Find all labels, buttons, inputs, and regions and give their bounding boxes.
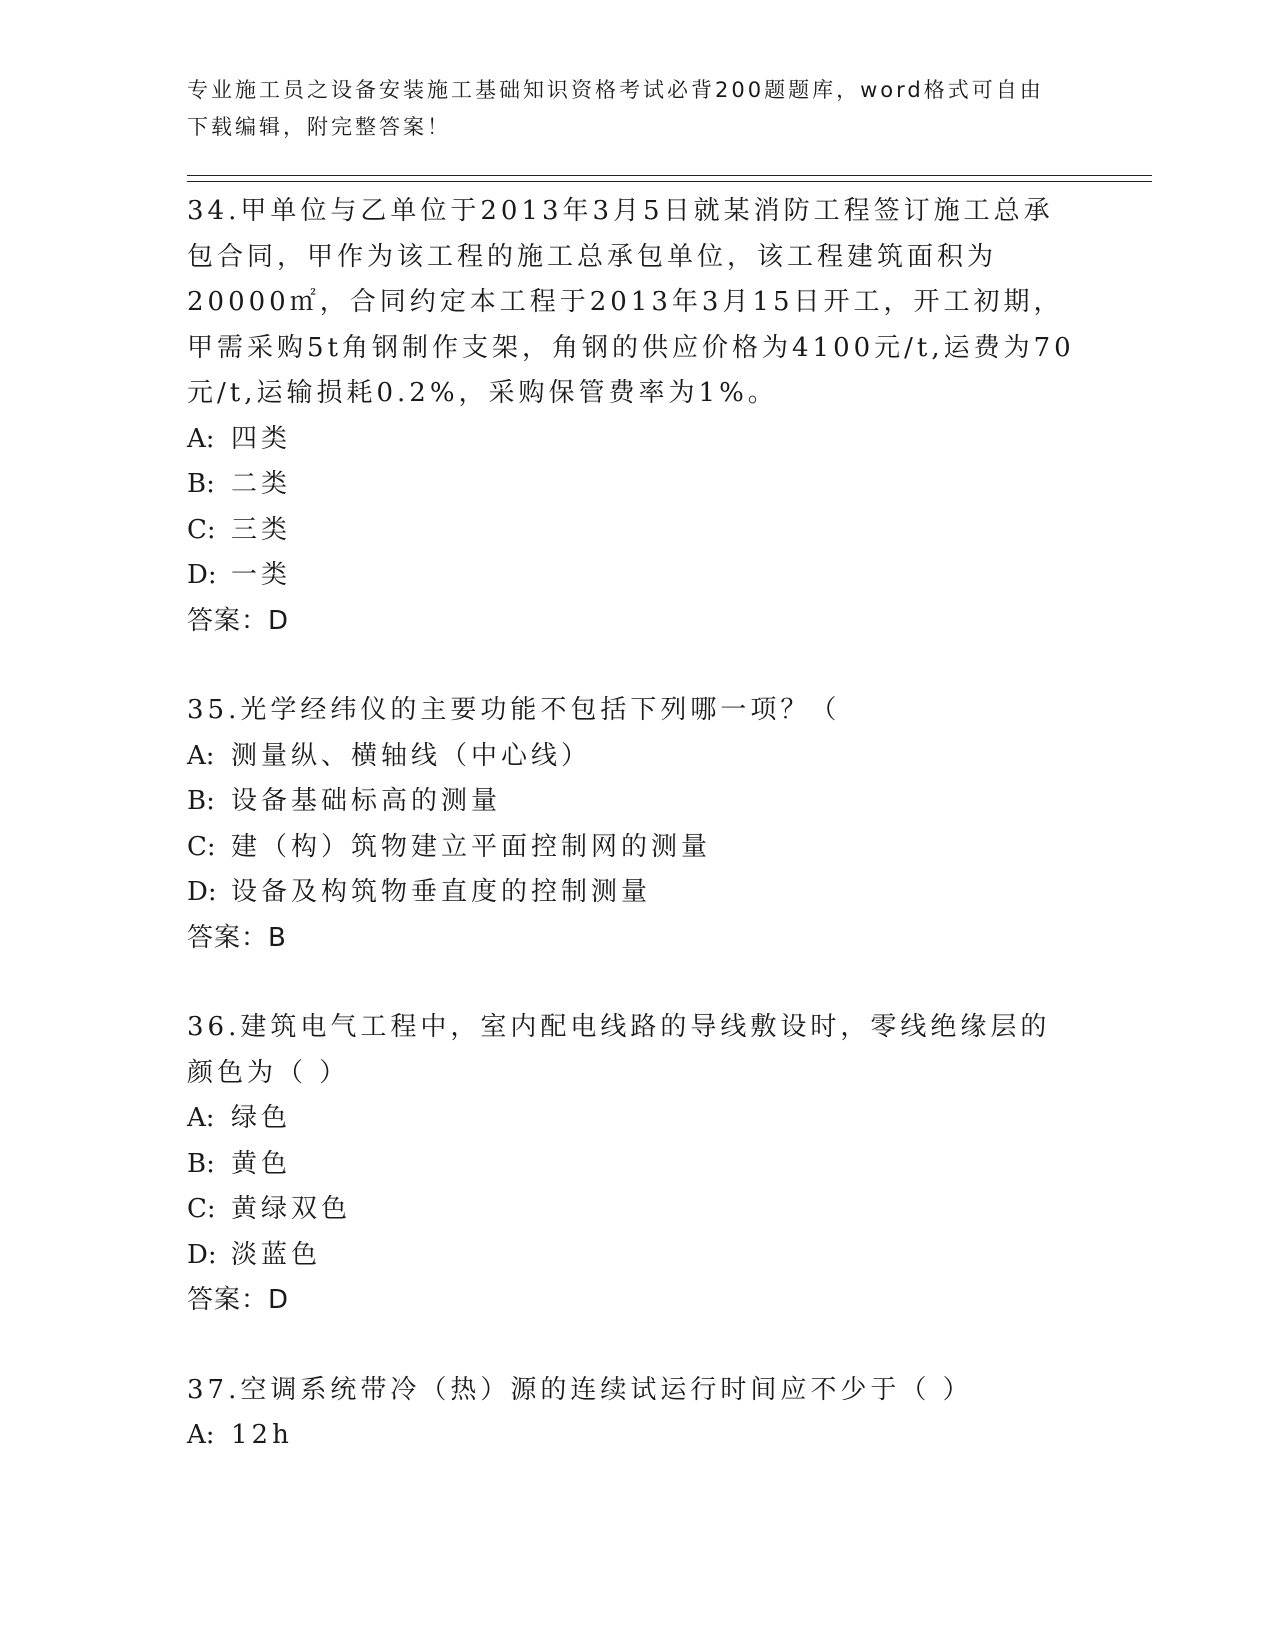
option-text: 黄色 — [231, 1148, 292, 1179]
question-34 — [187, 189, 1077, 644]
option-letter: A: — [187, 1420, 215, 1450]
option-letter: B: — [187, 469, 215, 499]
option-d — [187, 870, 1077, 916]
option-letter: A: — [187, 423, 215, 454]
option-a — [187, 1096, 1077, 1142]
question-stem: 36.建筑电气工程中，室内配电线路的导线敷设时，零线绝缘层的颜色为（ ） — [187, 1012, 1051, 1088]
header-divider-bottom — [187, 181, 1152, 182]
option-text: 一类 — [231, 560, 292, 590]
option-letter: C: — [187, 1194, 216, 1224]
option-a — [187, 1413, 1077, 1459]
option-c — [187, 1187, 1077, 1233]
option-a — [187, 417, 1077, 463]
option-text: 12h — [231, 1420, 293, 1450]
answer-line: 答案：D — [187, 605, 290, 636]
question-36 — [187, 1005, 1077, 1324]
option-text: 二类 — [231, 469, 292, 499]
option-letter: B: — [187, 1148, 215, 1179]
option-b — [187, 779, 1077, 825]
option-text: 测量纵、横轴线（中心线） — [231, 740, 592, 771]
option-d — [187, 1233, 1077, 1279]
option-letter: A: — [187, 1103, 215, 1133]
option-letter: B: — [187, 786, 215, 816]
option-letter: D: — [187, 877, 217, 907]
option-letter: A: — [187, 740, 215, 771]
option-a — [187, 734, 1077, 780]
option-text: 设备及构筑物垂直度的控制测量 — [231, 877, 652, 907]
option-letter: D: — [187, 560, 217, 590]
page-header-title: 专业施工员之设备安装施工基础知识资格考试必背200题题库，word格式可自由下载编辑，附完整答案！ — [187, 78, 1044, 139]
question-stem: 35.光学经纬仪的主要功能不包括下列哪一项？（ — [187, 695, 841, 725]
question-35 — [187, 688, 1077, 961]
option-b — [187, 462, 1077, 508]
option-text: 建（构）筑物建立平面控制网的测量 — [231, 831, 712, 862]
option-b — [187, 1142, 1077, 1188]
option-c — [187, 825, 1077, 871]
question-stem: 34.甲单位与乙单位于2013年3月5日就某消防工程签订施工总承包合同，甲作为该工程的施工总承包单位，该工程建筑面积为20000㎡，合同约定本工程于2013年3月15日开工，开工初期，甲需采购5t角钢制作支架，角钢的供应价格为4100元/t,运费为70元/t,运输损耗0.2%，采购保管费率为1%。 — [187, 196, 1075, 408]
question-list — [187, 189, 1077, 1503]
question-stem: 37.空调系统带冷（热）源的连续试运行时间应不少于（ ） — [187, 1374, 973, 1405]
option-text: 绿色 — [231, 1103, 292, 1133]
answer-line: 答案：B — [187, 922, 287, 953]
question-37 — [187, 1368, 1077, 1459]
option-letter: D: — [187, 1239, 217, 1270]
option-c — [187, 508, 1077, 554]
option-letter: C: — [187, 514, 216, 545]
option-text: 三类 — [231, 514, 292, 545]
answer-line: 答案：D — [187, 1285, 290, 1315]
option-text: 设备基础标高的测量 — [231, 786, 502, 816]
header-divider-top — [187, 175, 1152, 176]
option-letter: C: — [187, 831, 216, 862]
option-text: 四类 — [231, 423, 292, 454]
option-text: 淡蓝色 — [231, 1239, 322, 1270]
option-text: 黄绿双色 — [231, 1194, 352, 1224]
option-d — [187, 553, 1077, 599]
